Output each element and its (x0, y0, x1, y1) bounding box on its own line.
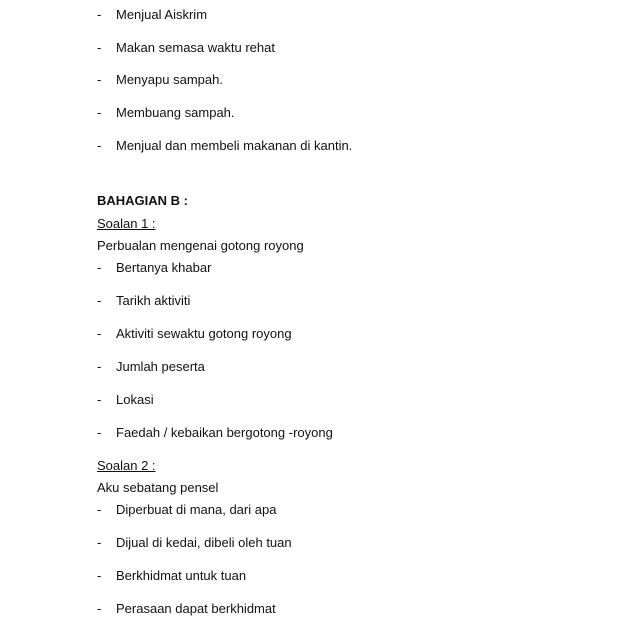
question-title: Perbualan mengenai gotong royong (97, 238, 304, 253)
bullet-dash: - (97, 260, 102, 275)
section-heading: BAHAGIAN B : (97, 193, 188, 208)
question-label: Soalan 2 : (97, 458, 156, 473)
list-item-text: Membuang sampah. (116, 105, 235, 120)
bullet-dash: - (97, 601, 102, 616)
list-item-text: Lokasi (116, 392, 154, 407)
list-item-text: Menyapu sampah. (116, 72, 223, 87)
bullet-dash: - (97, 359, 102, 374)
list-item-text: Jumlah peserta (116, 359, 205, 374)
list-item-text: Dijual di kedai, dibeli oleh tuan (116, 535, 292, 550)
list-item-text: Berkhidmat untuk tuan (116, 568, 247, 583)
list-item-text: Makan semasa waktu rehat (116, 40, 275, 55)
bullet-dash: - (97, 535, 102, 550)
list-item-text: Faedah / kebaikan bergotong -royong (116, 425, 333, 440)
bullet-dash: - (97, 293, 102, 308)
bullet-dash: - (97, 138, 102, 153)
bullet-dash: - (97, 392, 102, 407)
bullet-dash: - (97, 568, 102, 583)
bullet-dash: - (97, 7, 102, 22)
question-label: Soalan 1 : (97, 216, 156, 231)
bullet-dash: - (97, 40, 102, 55)
list-item-text: Aktiviti sewaktu gotong royong (116, 326, 292, 341)
list-item-text: Tarikh aktiviti (116, 293, 191, 308)
list-item-text: Menjual Aiskrim (116, 7, 208, 22)
bullet-dash: - (97, 502, 102, 517)
question-title: Aku sebatang pensel (97, 480, 219, 495)
bullet-dash: - (97, 72, 102, 87)
list-item-text: Perasaan dapat berkhidmat (116, 601, 276, 616)
bullet-dash: - (97, 326, 102, 341)
list-item-text: Menjual dan membeli makanan di kantin. (116, 138, 353, 153)
list-item-text: Bertanya khabar (116, 260, 212, 275)
list-item-text: Diperbuat di mana, dari apa (116, 502, 277, 517)
bullet-dash: - (97, 425, 102, 440)
bullet-dash: - (97, 105, 102, 120)
